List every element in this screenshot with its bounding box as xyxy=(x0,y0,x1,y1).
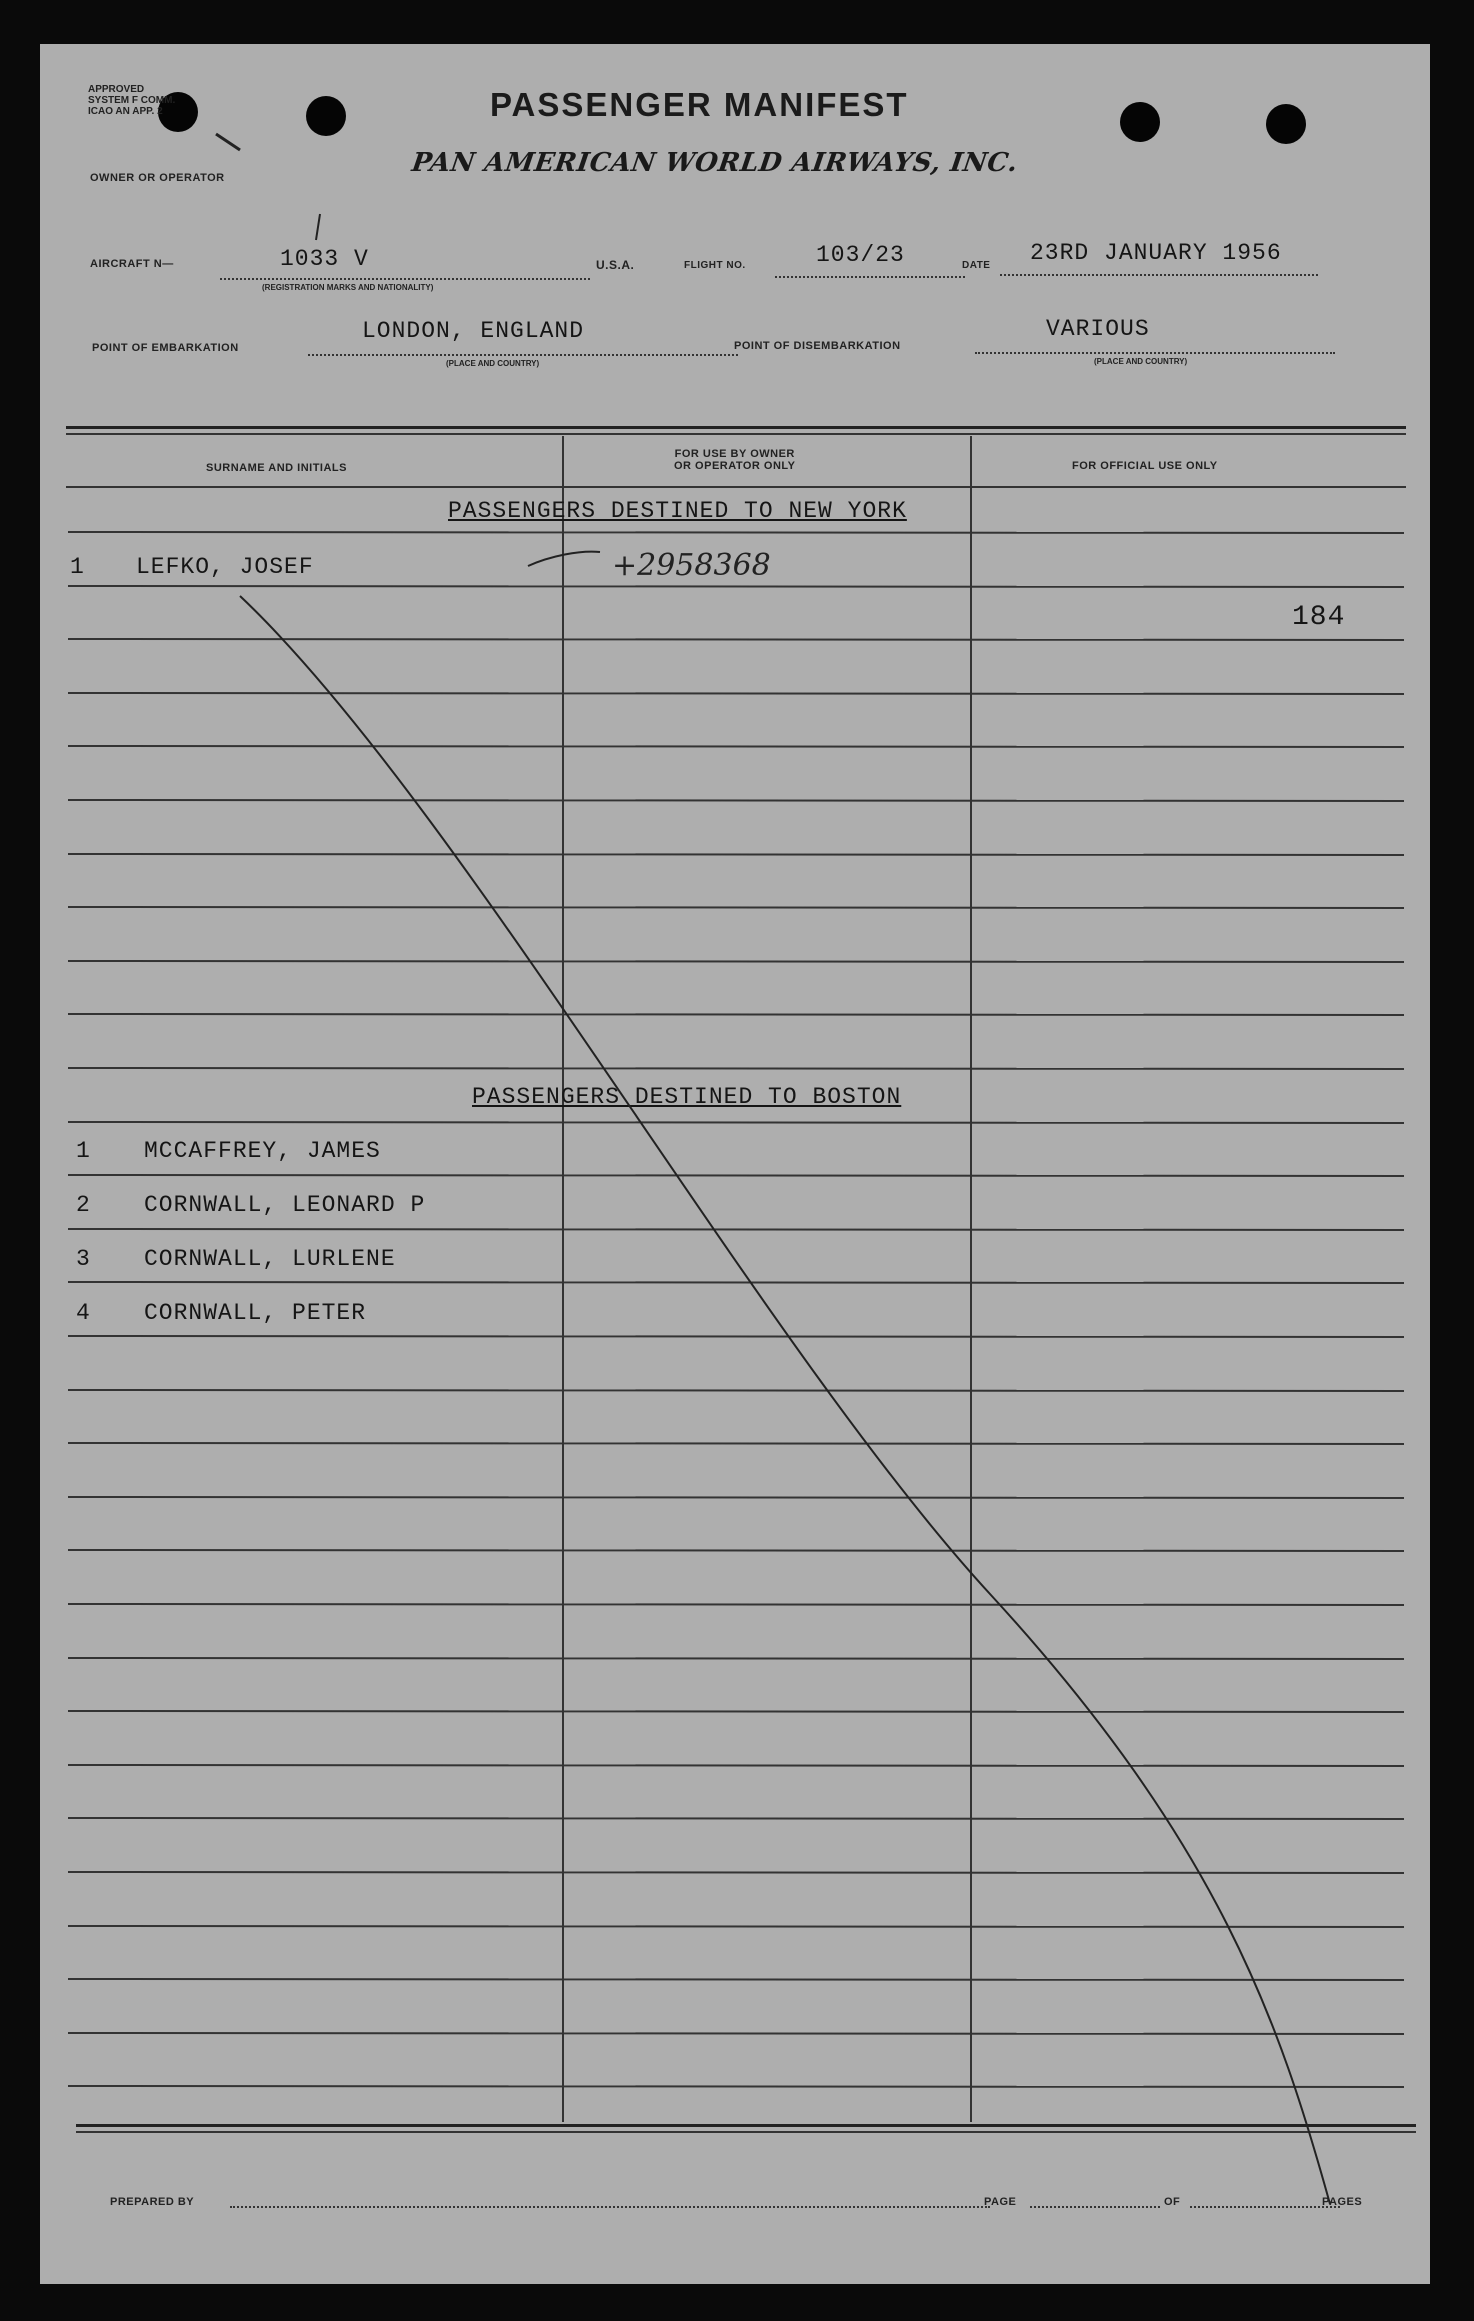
date-label: DATE xyxy=(962,260,991,271)
passenger-name: CORNWALL, PETER xyxy=(144,1300,367,1326)
row-rule xyxy=(68,1122,1404,1123)
form-drawing xyxy=(40,44,1430,2284)
row-rule xyxy=(68,961,1404,962)
section-heading-new-york: PASSENGERS DESTINED TO NEW YORK xyxy=(448,498,907,524)
registration-caption: (REGISTRATION MARKS AND NATIONALITY) xyxy=(262,283,434,292)
airline-name: PAN AMERICAN WORLD AIRWAYS, INC. xyxy=(409,148,1020,178)
disembarkation-value: VARIOUS xyxy=(1046,316,1150,342)
disembarkation-caption: (PLACE AND COUNTRY) xyxy=(1094,357,1188,366)
usa-label: U.S.A. xyxy=(596,258,635,272)
column-header-owner-line: FOR USE BY OWNER xyxy=(674,448,795,460)
row-rule xyxy=(68,1926,1404,1927)
approval-line: ICAO AN APP. 2 xyxy=(88,106,163,117)
row-rule xyxy=(68,1497,1404,1498)
row-rule xyxy=(68,586,1404,587)
row-rule xyxy=(68,1175,1404,1176)
passenger-number: 1 xyxy=(76,1138,91,1164)
passenger-name: CORNWALL, LURLENE xyxy=(144,1246,396,1272)
flight-label: FLIGHT NO. xyxy=(684,260,746,271)
official-number: 184 xyxy=(1292,602,1346,633)
row-rule xyxy=(68,1872,1404,1873)
embarkation-label: POINT OF EMBARKATION xyxy=(92,342,239,354)
pencil-mark xyxy=(216,134,240,150)
approval-line: APPROVED xyxy=(88,84,145,95)
passenger-number: 1 xyxy=(70,554,85,580)
column-header-surname: SURNAME AND INITIALS xyxy=(206,462,347,474)
row-rule xyxy=(68,1658,1404,1659)
passenger-number: 3 xyxy=(76,1246,91,1272)
owner-label: OWNER OR OPERATOR xyxy=(90,172,225,184)
passenger-number: 4 xyxy=(76,1300,91,1326)
row-rules xyxy=(68,532,1404,2087)
page-label: PAGE xyxy=(984,2196,1017,2208)
passenger-name: LEFKO, JOSEF xyxy=(136,554,314,580)
row-rule xyxy=(68,1765,1404,1766)
row-rule xyxy=(68,639,1404,640)
row-rule xyxy=(68,1390,1404,1391)
row-rule xyxy=(68,2033,1404,2034)
row-rule xyxy=(68,693,1404,694)
prepared-by-label: PREPARED BY xyxy=(110,2196,195,2208)
embarkation-caption: (PLACE AND COUNTRY) xyxy=(446,359,540,368)
row-rule xyxy=(68,1604,1404,1605)
column-header-official: FOR OFFICIAL USE ONLY xyxy=(1072,460,1218,472)
date-value: 23RD JANUARY 1956 xyxy=(1030,240,1282,266)
handwritten-dash xyxy=(528,552,600,566)
row-rule xyxy=(68,1443,1404,1444)
passenger-name: MCCAFFREY, JAMES xyxy=(144,1138,381,1164)
row-rule xyxy=(68,532,1404,533)
row-rule xyxy=(68,800,1404,801)
row-rule xyxy=(68,1229,1404,1230)
passenger-number: 2 xyxy=(76,1192,91,1218)
flight-value: 103/23 xyxy=(816,242,905,268)
row-rule xyxy=(68,1818,1404,1819)
row-rule xyxy=(68,1979,1404,1980)
embarkation-value: LONDON, ENGLAND xyxy=(362,318,585,344)
pencil-mark xyxy=(316,214,320,240)
manifest-sheet xyxy=(40,44,1430,2284)
row-rule xyxy=(68,1068,1404,1069)
pages-label: PAGES xyxy=(1322,2196,1363,2208)
row-rule xyxy=(68,1711,1404,1712)
aircraft-label: AIRCRAFT N— xyxy=(90,258,174,270)
passenger-name: CORNWALL, LEONARD P xyxy=(144,1192,426,1218)
aircraft-value: 1033 V xyxy=(280,246,369,272)
row-rule xyxy=(68,1014,1404,1015)
row-rule xyxy=(68,907,1404,908)
row-rule xyxy=(68,1282,1404,1283)
disembarkation-label: POINT OF DISEMBARKATION xyxy=(734,340,901,352)
of-label: OF xyxy=(1164,2196,1181,2208)
section-heading-boston: PASSENGERS DESTINED TO BOSTON xyxy=(472,1084,902,1110)
approval-line: SYSTEM F COMM. xyxy=(88,95,176,106)
row-rule xyxy=(68,2086,1404,2087)
column-header-owner-line: OR OPERATOR ONLY xyxy=(674,460,796,472)
row-rule xyxy=(68,1336,1404,1337)
form-title: PASSENGER MANIFEST xyxy=(490,86,909,123)
row-rule xyxy=(68,746,1404,747)
owner-handwritten-note: +2958368 xyxy=(612,548,771,583)
cancel-stroke xyxy=(240,596,1330,2204)
row-rule xyxy=(68,1550,1404,1551)
row-rule xyxy=(68,854,1404,855)
